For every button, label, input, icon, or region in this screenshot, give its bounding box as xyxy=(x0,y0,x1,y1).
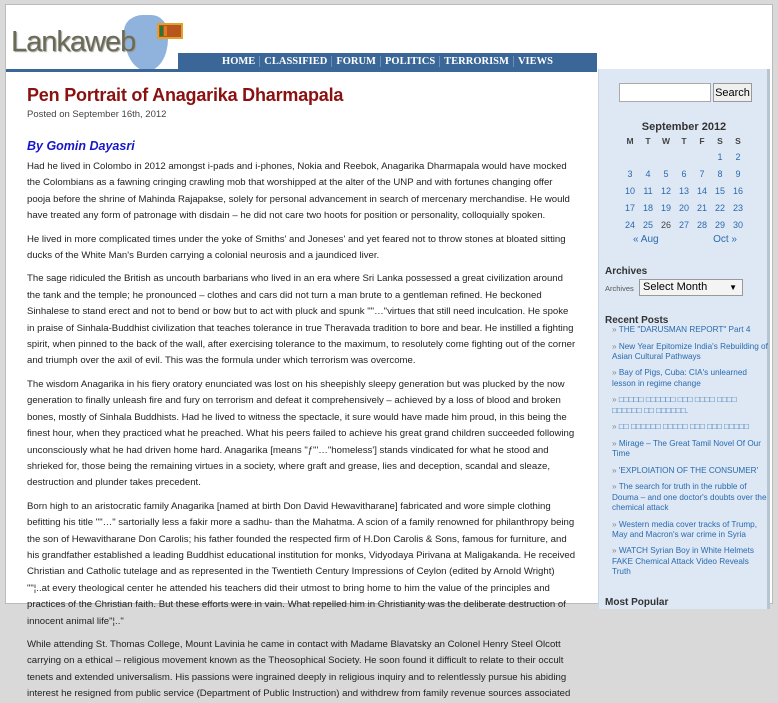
recent-post-link[interactable]: » 'EXPLOIATION OF THE CONSUMER' xyxy=(612,466,768,476)
calendar-day[interactable]: 17 xyxy=(624,202,635,213)
calendar-day[interactable]: 3 xyxy=(627,168,633,179)
recent-post-link[interactable]: » THE "DARUSMAN REPORT" Part 4 xyxy=(612,325,768,335)
calendar-day[interactable]: 30 xyxy=(732,219,743,230)
calendar-day[interactable]: 27 xyxy=(678,219,689,230)
article-body xyxy=(27,159,577,703)
calendar-day[interactable]: 15 xyxy=(714,185,725,196)
paragraph: He lived in more complicated times under the yoke of Smiths' and Joneses' and yet feared not to throw stones at bloated sitting ducks of the White Man's Burden carrying a colonial neurosis and a jaundiced liver. xyxy=(27,233,566,262)
post-date: Posted on September 16th, 2012 xyxy=(27,109,167,120)
nav-politics[interactable]: POLITICS xyxy=(380,56,439,67)
calendar-day: 26 xyxy=(660,219,671,230)
calendar-caption: September 2012 xyxy=(641,121,727,133)
recent-posts-list xyxy=(612,325,768,584)
article xyxy=(27,85,577,703)
recent-post-link[interactable]: » Mirage – The Great Tamil Novel Of Our Time xyxy=(612,439,768,460)
search-input[interactable] xyxy=(619,83,711,102)
calendar-day[interactable]: 25 xyxy=(642,219,653,230)
calendar-day[interactable]: 22 xyxy=(714,202,725,213)
sri-lanka-flag-icon xyxy=(157,23,183,39)
calendar-day xyxy=(693,148,711,165)
search-button[interactable]: Search xyxy=(713,83,752,102)
logo-text: Lankaweb xyxy=(11,26,136,58)
calendar-day-header: T xyxy=(645,136,651,146)
calendar-day[interactable]: 18 xyxy=(642,202,653,213)
calendar-day-header: S xyxy=(717,136,723,146)
article-title[interactable]: Pen Portrait of Anagarika Dharmapala xyxy=(27,85,344,105)
calendar-day[interactable]: 19 xyxy=(660,202,671,213)
calendar-day[interactable]: 10 xyxy=(624,185,635,196)
calendar-prev-link[interactable]: « Aug xyxy=(633,234,659,245)
archives-heading: Archives xyxy=(605,266,648,277)
calendar-day[interactable]: 4 xyxy=(645,168,651,179)
recent-post-link[interactable]: » □□□□□ □□□□□□ □□□ □□□□ □□□□ □□□□□□ □□ □□□□□□. xyxy=(612,395,768,416)
recent-post-link[interactable]: » Bay of Pigs, Cuba: CIA's unlearned lesson in regime change xyxy=(612,368,768,389)
nav-home[interactable]: HOME xyxy=(222,55,256,67)
dropdown-arrow-icon: ▼ xyxy=(729,283,737,292)
recent-post-link[interactable]: » The search for truth in the rubble of Douma – and one doctor's doubts over the chemical attack xyxy=(612,482,768,513)
recent-post-link[interactable]: » Western media cover tracks of Trump, May and Macron's war crime in Syria xyxy=(612,520,768,541)
calendar-day[interactable]: 1 xyxy=(717,151,723,162)
archives-select-value: Select Month xyxy=(643,281,708,293)
calendar-day-header: T xyxy=(681,136,687,146)
calendar-day[interactable]: 9 xyxy=(735,168,741,179)
main-nav xyxy=(178,53,597,69)
paragraph: While attending St. Thomas College, Mount Lavinia he came in contact with Madame Blavatsky an Colonel Henry Steel Olcott carrying on a ethical – religious movement known as the Theosophical Society. He soon found it difficult to relate to their occult tenets and extended universalism. His passions were ingrained deeply in religious inquiry and to relentlessly pursue his abiding interest he resigned from public service (Department of Public Instruction) and withdrew from family revenue sources associated xyxy=(27,638,571,700)
calendar-day[interactable]: 16 xyxy=(732,185,743,196)
nav-forum[interactable]: FORUM xyxy=(331,56,380,67)
calendar-grid xyxy=(621,134,747,233)
paragraph: The wisdom Anagarika in his fiery oratory enunciated was lost on his sheepishly sleepy generation but was plucked by the now generation to finally unleash fire and fury on terrorism and defeat it comprehensively – achieved by a loss of blood and broken bones, mostly of Sinhala Buddhists. Had he lived to witness the spectacle, it sure would have made him proud, in this being the finest hour, when they practiced what he preached. What his peers failed to achieve his great grand children succeeded following unconsciously what he had driven home hard. Anagarika [means "ƒ"'…"homeless'] stands vindicated for what he stood and shrieked for, those being the remaining virtues in a society, where graft and grease, lies and deception, scandal and sleaze, destruction and plunder takes precedent. xyxy=(27,378,575,489)
recent-post-link[interactable]: » WATCH Syrian Boy in White Helmets FAKE Chemical Attack Video Reveals Truth xyxy=(612,546,768,577)
calendar-day[interactable]: 21 xyxy=(696,202,707,213)
calendar-day[interactable]: 11 xyxy=(643,185,653,196)
calendar-day[interactable]: 6 xyxy=(681,168,687,179)
calendar-day[interactable]: 23 xyxy=(732,202,743,213)
recent-post-link[interactable]: » New Year Epitomize India's Rebuilding of Asian Cultural Pathways xyxy=(612,342,768,363)
header-divider xyxy=(6,69,597,72)
page xyxy=(5,4,773,700)
calendar-day xyxy=(675,148,693,165)
calendar-day[interactable]: 28 xyxy=(696,219,707,230)
calendar-day-header: S xyxy=(735,136,741,146)
calendar xyxy=(621,121,747,245)
nav-terrorism[interactable]: TERRORISM xyxy=(439,56,513,67)
calendar-day[interactable]: 8 xyxy=(717,168,723,179)
paragraph: Born high to an aristocratic family Anagarika [named at birth Don David Hewavitharane] fabricated and wore simple clothing befitting his title ""…" sartorially less a fakir more a sadhu- than the Mahatma. A scion of a family renowned for philanthropy being the son of Hewavitharane Don Carolis; his father founded the respected firm of H.Don Carolis & Sons, famous for furniture, and his grandfather established a leading Buddhist educational institution for monks, Vidyodaya Pirivana at Maligakanda. He received Christian and Catholic tutelage and as represented in the Twentieth Century Impressions of Ceylon (edited by Arnold Wright) ""¦..at every theological center he attended his teachers did their utmost to bring home to him the value of the principles and practices of the Christian faith. But these efforts were in vain. What repelled him in Christianity was the deliberate destruction of innocent animal life"¦.." xyxy=(27,500,576,627)
calendar-day[interactable]: 12 xyxy=(660,185,671,196)
calendar-day[interactable]: 20 xyxy=(678,202,689,213)
calendar-next-link[interactable]: Oct » xyxy=(713,234,737,245)
paragraph: The sage ridiculed the British as uncouth barbarians who lived in an era where Sri Lanka possessed a great civilization around the tank and the temple; he pronounced – clothes and cars did not turn a man brute to a gentleman refined. He beckoned Sinhalese to stand erect and not to bend or bow but to act with pluck and spunk ""…"virtues that still need inculcation. He spoke in praise of Sinhala-Buddhist civilization that teaches tolerance in true Theravada tradition to bore and bear. He instilled a fighting spirit, when pinned to the back of the wall, after exercising tolerance to the maximum, to resolutely come fighting out of the corner and triumph over the axil of evil. This was the formula under which terrorism was overcome. xyxy=(27,273,576,367)
calendar-day xyxy=(621,148,639,165)
calendar-day[interactable]: 14 xyxy=(696,185,707,196)
calendar-day-header: M xyxy=(626,136,634,146)
archives-label: Archives xyxy=(605,284,634,293)
calendar-day[interactable]: 7 xyxy=(699,168,705,179)
recent-post-link[interactable]: » □□ □□□□□□ □□□□□ □□□ □□□ □□□□□ xyxy=(612,422,768,432)
sidebar xyxy=(598,69,770,609)
calendar-day xyxy=(657,148,675,165)
calendar-day[interactable]: 5 xyxy=(663,168,669,179)
calendar-day-header: W xyxy=(661,136,671,146)
nav-classified[interactable]: CLASSIFIED xyxy=(259,56,331,67)
lankaweb-logo[interactable] xyxy=(9,11,181,71)
calendar-day[interactable]: 13 xyxy=(678,185,689,196)
paragraph: Had he lived in Colombo in 2012 amongst i-pads and i-phones, Nokia and Reebok, Anagarika Dharmapala would have mocked the Colombians as a fawning cringing crawling mob that worshipped at the alter of the UNP and with fortunes changing offer pooja before the shrine of Mahinda Rajapakse, solely for personal advancement in search of mercenary merchandise. He would have treated any form of patronage with disdain – he did not care two hoots for position or personality, colloquially spoken. xyxy=(27,161,570,222)
most-popular-heading: Most Popular xyxy=(605,597,669,608)
calendar-day[interactable]: 29 xyxy=(714,219,725,230)
nav-views[interactable]: VIEWS xyxy=(513,56,557,67)
calendar-day[interactable]: 2 xyxy=(735,151,741,162)
calendar-day-header: F xyxy=(699,136,705,146)
calendar-day[interactable]: 24 xyxy=(624,219,635,230)
archives-select[interactable] xyxy=(639,279,743,296)
article-author: By Gomin Dayasri xyxy=(27,139,135,153)
calendar-day xyxy=(639,148,657,165)
recent-posts-heading: Recent Posts xyxy=(605,315,669,326)
